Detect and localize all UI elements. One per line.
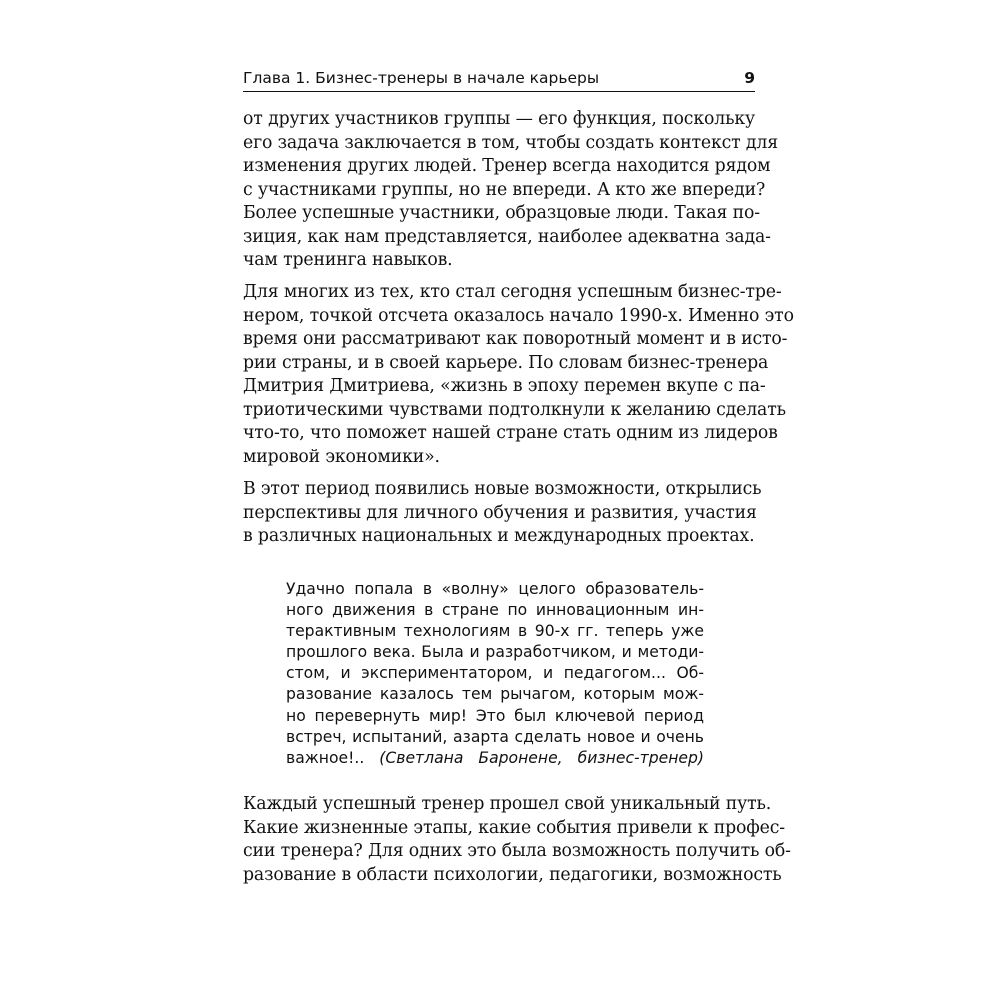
paragraph-1 — [243, 108, 778, 273]
paragraph-line: чам тренинга навыков. — [243, 250, 453, 270]
paragraph-3 — [243, 478, 762, 549]
paragraph-line: рии страны, и в своей карьере. По словам бизнес-тренера — [243, 352, 769, 373]
paragraph-4 — [243, 793, 791, 887]
running-header — [243, 66, 755, 90]
block-quote — [286, 579, 704, 769]
paragraph-line: изменения других людей. Тренер всегда находится рядом — [243, 156, 771, 176]
paragraph-line: Каждый успешный тренер прошел свой уникальный путь. — [243, 794, 772, 814]
paragraph-line: триотическими чувствами подтолкнули к желанию сделать — [243, 399, 786, 420]
paragraph-line: перспективы для личного обучения и развития, участия — [243, 502, 757, 523]
paragraph-line: в различных национальных и международных проектах. — [243, 526, 755, 546]
paragraph-2 — [243, 281, 794, 469]
paragraph-line: мировой экономики». — [243, 446, 440, 467]
quote-line-end: важное!.. — [286, 748, 365, 767]
quote-line: ного движения в стране по инновационным ин- — [286, 601, 704, 620]
paragraph-line: время они рассматривают как поворотный момент и в исто- — [243, 329, 788, 349]
paragraph-line: Более успешные участники, образцовые люди. Такая по- — [243, 203, 760, 223]
paragraph-line: Для многих из тех, кто стал сегодня успешным бизнес-тре- — [243, 282, 782, 302]
paragraph-line: что-то, что поможет нашей стране стать одним из лидеров — [243, 423, 778, 443]
quote-line: Удачно попала в «волну» целого образователь- — [286, 580, 704, 598]
quote-line: но перевернуть мир! Это был ключевой период — [286, 706, 704, 725]
paragraph-line: его задача заключается в том, чтобы создать контекст для — [243, 132, 778, 153]
quote-line: разование казалось тем рычагом, которым мож- — [286, 685, 704, 704]
paragraph-line: с участниками группы, но не впереди. А кто же впереди? — [243, 179, 766, 200]
paragraph-line: сии тренера? Для одних это была возможность получить об- — [243, 841, 791, 861]
paragraph-line: разование в области психологии, педагогики, возможность — [243, 864, 782, 885]
quote-line: терактивным технологиям в 90-х гг. теперь уже — [286, 622, 704, 641]
quote-line: встреч, испытаний, азарта сделать новое и очень — [286, 727, 704, 746]
quote-line: стом, и экспериментатором, и педагогом... Об- — [286, 664, 704, 683]
quote-last-line — [286, 748, 704, 769]
quote-line: прошлого века. Была и разработчиком, и методи- — [286, 643, 704, 662]
paragraph-line: В этот период появились новые возможности, открылись — [243, 479, 762, 499]
paragraph-line: Дмитрия Дмитриева, «жизнь в эпоху перемен вкупе с па- — [243, 376, 766, 396]
page-number: 9 — [744, 69, 755, 87]
paragraph-line: Какие жизненные этапы, какие события привели к профес- — [243, 817, 785, 838]
paragraph-line: от других участников группы — его функция, поскольку — [243, 109, 755, 129]
quote-attribution: (Светлана Бароненe, бизнес-тренер) — [379, 748, 704, 767]
paragraph-line: нером, точкой отсчета оказалось начало 1990-х. Именно это — [243, 305, 794, 326]
paragraph-line: зиция, как нам представляется, наиболее адекватна зада- — [243, 226, 771, 247]
header-rule — [243, 91, 755, 92]
running-title: Глава 1. Бизнес-тренеры в начале карьеры — [243, 69, 600, 87]
